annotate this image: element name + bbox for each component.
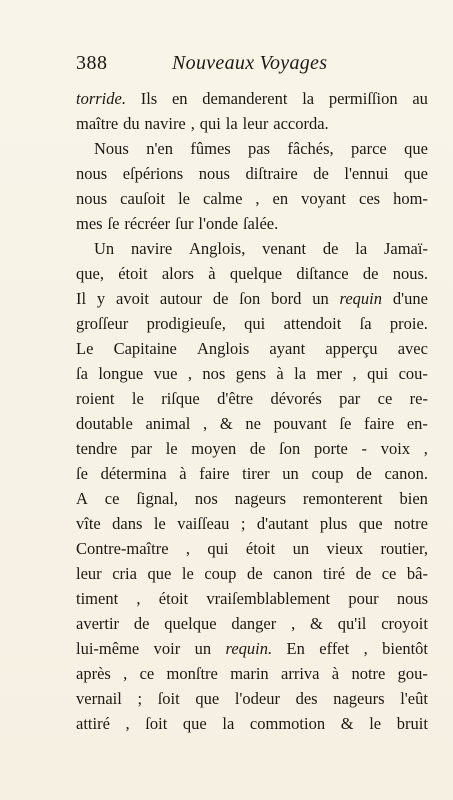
text-line: après , ce monſtre marin arriva à notre gou- xyxy=(76,664,428,683)
text-line: ſe détermina à faire tirer un coup de canon. xyxy=(76,464,428,483)
running-title: Nouveaux Voyages xyxy=(172,52,328,74)
text-line: que, étoit alors à quelque diſtance de nous. xyxy=(76,264,428,283)
text-line: Un navire Anglois, venant de la Jamaï- xyxy=(94,239,428,258)
text-line: vernail ; ſoit que l'odeur des nageurs l'eût xyxy=(76,689,428,708)
text-line: leur cria que le coup de canon tiré de ce bâ- xyxy=(76,564,428,583)
text-line: Nous n'en fûmes pas fâchés, parce que xyxy=(94,139,428,158)
text-line: lui-même voir un requin. En effet , bientôt xyxy=(76,639,428,658)
text-line: ſa longue vue , nos gens à la mer , qui cou- xyxy=(76,364,428,383)
text-line: avertir de quelque danger , & qu'il croyoit xyxy=(76,614,428,633)
page-header xyxy=(76,52,436,82)
text-line: nous eſpérions nous diſtraire de l'ennui que xyxy=(76,164,428,183)
text-line: Le Capitaine Anglois ayant apperçu avec xyxy=(76,339,428,358)
text-line: doutable animal , & ne pouvant ſe faire en- xyxy=(76,414,428,433)
text-line: attiré , ſoit que la commotion & le bruit xyxy=(76,714,428,733)
text-line: timent , étoit vraiſemblablement pour nous xyxy=(76,589,428,608)
text-line: groſſeur prodigieuſe, qui attendoit ſa proie. xyxy=(76,314,428,333)
text-line: roient le riſque d'être dévorés par ce re- xyxy=(76,389,428,408)
text-line: tendre par le moyen de ſon porte - voix , xyxy=(76,439,428,458)
text-line: A ce ſignal, nos nageurs remonterent bien xyxy=(76,489,428,508)
body-text xyxy=(76,86,428,736)
page-number: 388 xyxy=(76,52,108,74)
text-line: mes ſe récréer ſur l'onde ſalée. xyxy=(76,214,279,233)
text-line: Contre-maître , qui étoit un vieux routier, xyxy=(76,539,428,558)
text-line: nous cauſoit le calme , en voyant ces hom- xyxy=(76,189,428,208)
text-line: maître du navire , qui la leur accorda. xyxy=(76,114,329,133)
text-line: vîte dans le vaiſſeau ; d'autant plus que notre xyxy=(76,514,428,533)
text-line: Il y avoit autour de ſon bord un requin d'une xyxy=(76,289,428,308)
text-line: torride. Ils en demanderent la permiſſion au xyxy=(76,89,428,108)
